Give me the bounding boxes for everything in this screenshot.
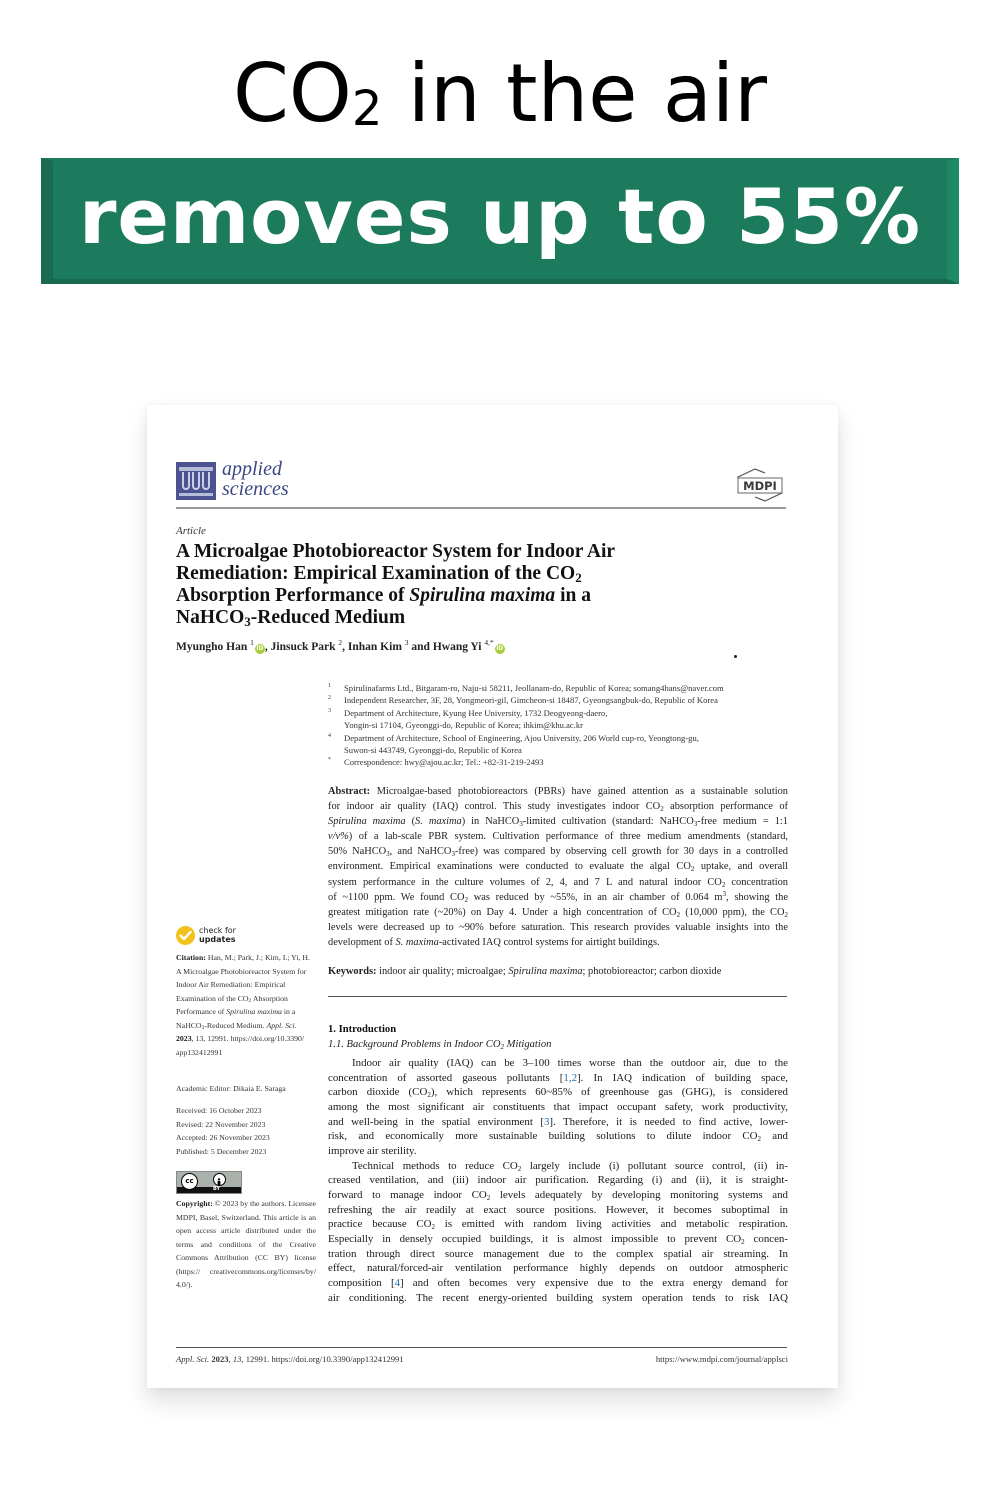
copyright-label: Copyright: [176, 1199, 213, 1208]
author-list [176, 638, 505, 654]
citation-link[interactable]: 1,2 [563, 1071, 578, 1084]
correspondence-text: Correspondence: hwy@ajou.ac.kr; Tel.: +82-31-219-2493 [344, 757, 544, 768]
abstract-text: ( [405, 816, 416, 828]
subscript: 2 [757, 1135, 761, 1144]
title-line-3 [176, 585, 716, 607]
abstract-text: environment. Empirical examinations were conducted to evaluate the algal CO [328, 861, 691, 873]
subsection-text: Mitigation [504, 1039, 552, 1050]
footer-journal: Appl. Sci. [176, 1354, 210, 1364]
abstract-text: , and NaHCO [389, 846, 452, 858]
title-line-4 [176, 607, 716, 629]
abstract-species: Spirulina maxima [328, 816, 406, 828]
body-line [328, 1276, 788, 1291]
abstract-label: Abstract: [328, 786, 371, 797]
paper-page [147, 405, 838, 1388]
abstract-text: Microalgae-based photobioreactors (PBRs) have gained attention as a sustainable solution [370, 786, 788, 797]
published-date: Published: 5 December 2023 [176, 1146, 267, 1156]
citation-text: Han, M.; Park, J.; Kim, I.; Yi, H. A Microalgae Photobioreactor System for Indoor Air Remediation: Empirical Examination of the CO [176, 953, 310, 1003]
body-line [328, 1071, 788, 1086]
abstract-text: 50% NaHCO [328, 846, 387, 858]
banner-text: removes up to 55% [78, 171, 922, 261]
title-text: NaHCO [176, 607, 245, 628]
subscript: 2 [486, 1193, 491, 1202]
highlight-banner [41, 158, 959, 284]
affiliation-item [328, 732, 798, 757]
abstract-text: (10,000 ppm), the CO [680, 906, 785, 918]
abstract-line [328, 859, 788, 874]
body-text: forward to manage indoor CO [328, 1188, 487, 1201]
affiliation-text: Department of Architecture, School of Engineering, Ajou University, 206 World cup-ro, Yeongtong-gu, [344, 732, 699, 743]
subscript: 2 [784, 910, 788, 919]
body-text: practice because CO [328, 1218, 432, 1231]
journal-logo-icon [176, 462, 216, 500]
citation-link[interactable]: 4 [394, 1276, 401, 1289]
body-text: ] and often becomes very expensive due to the extra energy demand for [400, 1276, 788, 1289]
subscript: 2 [431, 1223, 436, 1232]
keywords-text: ; photobioreactor; carbon dioxide [582, 966, 722, 977]
title-text: Absorption Performance of [176, 585, 410, 606]
affiliation-item [328, 707, 798, 732]
title-subscript: 3 [244, 614, 251, 629]
abstract-text: greatest mitigation rate (~20%) on Day 4. Under a high concentration of CO [328, 906, 677, 918]
body-line [328, 1232, 788, 1247]
affiliations [328, 682, 798, 769]
affiliation-number: 2 [328, 695, 331, 702]
subsection-heading [328, 1039, 551, 1050]
author-link[interactable]: Inhan Kim [347, 641, 402, 653]
headline-suffix: in the air [382, 47, 768, 140]
subscript: 2 [500, 1043, 505, 1051]
abstract-text: -free) was compared by observing cell growth for 30 days in a controlled [454, 846, 789, 858]
affiliation-text: Independent Researcher, 3F, 28, Yongmeori-gil, Gimcheon-si 18487, Gyeongsangbuk-do, Republic of Korea [344, 695, 718, 706]
title-line-2 [176, 563, 716, 585]
body-text: levels adequately by developing monitoring systems and [490, 1188, 788, 1201]
title-text: -Reduced Medium [250, 607, 406, 628]
author-separator: , [264, 641, 271, 653]
keywords-label: Keywords: [328, 966, 377, 977]
copyright-block [176, 1197, 316, 1292]
title-line-1: A Microalgae Photobioreactor System for Indoor Air [176, 541, 616, 562]
body-text: and [761, 1130, 789, 1143]
abstract-species: S. maxima [395, 936, 439, 948]
footer-doi-link[interactable]: , 12991. https://doi.org/10.3390/app132412991 [241, 1354, 404, 1364]
author-affiliation: 4,* [484, 638, 494, 647]
author-separator: , [342, 641, 348, 653]
body-line: effect, natural/forced-air ventilation performance highly depends on outdoor atmospheric [328, 1262, 788, 1275]
abstract-text: levels were decreased up to ~90% before saturation. This research provides valuable insights into the [328, 921, 788, 933]
section-divider [328, 996, 787, 997]
abstract-line [328, 784, 788, 799]
cc-by-license-badge[interactable] [176, 1171, 242, 1194]
cc-icon: cc [181, 1173, 198, 1190]
subscript: 2 [660, 805, 664, 814]
revised-date: Revised: 22 November 2023 [176, 1119, 266, 1129]
copyright-text: © 2023 by the authors. Licensee MDPI, Basel, Switzerland. This article is an open access article distributed under the terms and conditions of the Creative Commons Attribution (CC BY) license (https:// creativecommons.org/licenses/by/ 4.0/). [176, 1199, 316, 1289]
abstract-species: S. maxima [415, 816, 462, 828]
abstract [328, 784, 788, 950]
footer-journal-url[interactable]: https://www.mdpi.com/journal/applsci [655, 1354, 788, 1364]
citation-species: Spirulina maxima [226, 1007, 282, 1016]
abstract-line [328, 890, 788, 905]
headline [0, 46, 1000, 157]
body-line: Indoor air quality (IAQ) can be 3–100 times worse than the outdoor air, due to the [352, 1057, 788, 1069]
affiliation-text: Spirulinafarms Ltd., Bitgaram-ro, Naju-si 58211, Jeollanam-do, Republic of Korea; somang4hans@naver.com [344, 683, 724, 693]
abstract-unit: v/v% [328, 831, 349, 843]
introduction-body [328, 1056, 788, 1305]
affiliation-text: Suwon-si 443749, Gyeonggi-do, Republic of Korea [344, 745, 522, 756]
body-line: creased ventilation, and (iii) indoor air purification. Regarding (i) and (ii), it is straight- [328, 1174, 788, 1187]
body-line [328, 1115, 788, 1130]
abstract-line [328, 875, 788, 890]
body-line [328, 1129, 788, 1144]
citation-journal: Appl. Sci. [266, 1020, 297, 1030]
author-link[interactable]: Myungho Han [176, 641, 248, 653]
body-line [328, 1085, 788, 1100]
accepted-date: Accepted: 26 November 2023 [176, 1133, 270, 1142]
abstract-text: -limited cultivation (standard: NaHCO [522, 816, 694, 828]
subsection-text: 1.1. Background Problems in Indoor CO [328, 1039, 501, 1050]
keywords-species: Spirulina maxima [508, 966, 583, 977]
mdpi-logo-text: MDPI [743, 479, 777, 493]
citation-text: in a NaHCO [176, 1007, 296, 1030]
affiliation-text: Department of Architecture, Kyung Hee University, 1732 Deogyeong-daero, [344, 707, 608, 718]
body-text: Especially in densely occupied buildings, it is almost impossible to prevent CO [328, 1232, 742, 1245]
abstract-text: uptake, and overall [694, 861, 788, 873]
body-text: concen- [744, 1232, 788, 1245]
article-type: Article [176, 525, 206, 537]
abstract-text: ) in NaHCO [461, 816, 520, 828]
title-text: in a [555, 585, 591, 606]
subscript: 2 [741, 1237, 745, 1246]
abstract-line [328, 844, 788, 859]
citation-link[interactable]: 3 [543, 1115, 550, 1128]
author-affiliation: 1 [250, 638, 254, 647]
keywords-text: indoor air quality; microalgae; [376, 966, 509, 977]
citation-block [176, 951, 316, 1059]
check-icon [176, 926, 195, 945]
headline-prefix: CO [232, 47, 352, 140]
affiliation-number: 4 [328, 732, 331, 739]
headline-subscript: 2 [351, 81, 383, 137]
body-line: among the most significant air constituents that impact occupant safety, work productivity, [328, 1100, 788, 1113]
abstract-text: -free medium = 1:1 [697, 816, 789, 828]
journal-name-line1: applied [222, 458, 282, 480]
citation-doi[interactable]: , 13, 12991. https://doi.org/10.3390/ app132412991 [176, 1034, 305, 1057]
subscript: 2 [690, 865, 695, 874]
journal-name-line2: sciences [222, 478, 289, 500]
section-heading: 1. Introduction [328, 1024, 397, 1035]
orcid-icon[interactable]: iD [496, 645, 504, 652]
cfu-line2: updates [199, 935, 236, 944]
subscript: 3 [201, 1024, 205, 1031]
body-text: Technical methods to reduce CO [352, 1159, 518, 1172]
body-line: air conditioning. The recent energy-oriented building system operation tends to risk IAQ [328, 1291, 788, 1304]
body-line: improve air sterility. [328, 1144, 417, 1157]
author-link[interactable]: Jinsuck Park [270, 641, 336, 653]
title-species: Spirulina maxima [409, 585, 556, 606]
body-text: ), which represents 60~85% of greenhouse gas (GHG), is considered [430, 1086, 788, 1099]
title-subscript: 2 [575, 570, 582, 585]
subscript: 2 [721, 880, 726, 889]
body-text: largely include (i) pollutant source control, (ii) in- [521, 1159, 788, 1172]
citation-label: Citation: [176, 953, 206, 962]
subscript: 2 [676, 910, 681, 919]
body-text: is emitted with random living activities and metabolic respiration. [435, 1218, 788, 1231]
abstract-line [328, 905, 788, 920]
author-separator: and [408, 641, 433, 653]
subscript: 3 [693, 820, 698, 829]
citation-text: Absorption Performance of [176, 993, 288, 1016]
abstract-text: ) of a lab-scale PBR system. Cultivation performance of three medium amendments (standard, [348, 831, 788, 843]
abstract-line [328, 799, 788, 814]
body-text: concentration of assorted gaseous pollutants [ [328, 1071, 564, 1084]
footer-divider [176, 1347, 787, 1348]
title-text: Remediation: Empirical Examination of the CO [176, 563, 576, 584]
body-line [328, 1217, 788, 1232]
academic-editor: Academic Editor: Dikaia E. Saraga [176, 1084, 286, 1093]
abstract-text: for indoor air quality (IAQ) control. This study investigates indoor CO [328, 801, 661, 813]
abstract-text: development of [328, 936, 396, 948]
header-divider [176, 507, 786, 509]
received-date: Received: 16 October 2023 [176, 1106, 262, 1115]
footer-volume: 13 [232, 1354, 242, 1364]
author-link[interactable]: Hwang Yi [432, 641, 482, 653]
paper-title [176, 541, 716, 629]
publication-dates [176, 1104, 316, 1158]
abstract-line [328, 814, 788, 829]
citation-text: -Reduced Medium. [204, 1020, 267, 1030]
superscript: 3 [722, 889, 727, 898]
body-text: carbon dioxide (CO [328, 1086, 428, 1099]
affiliation-number: 3 [328, 707, 331, 714]
abstract-text: concentration [725, 876, 788, 888]
orcid-icon[interactable]: iD [256, 645, 264, 652]
author-affiliation: 3 [404, 638, 409, 647]
stray-dot [734, 655, 737, 658]
body-text: and well-being in the spatial environment [ [328, 1115, 544, 1128]
footer-year: 2023 [211, 1354, 229, 1364]
check-for-updates-badge[interactable] [176, 925, 256, 947]
mdpi-logo-icon [735, 468, 787, 502]
abstract-text: was reduced by ~55%, in an air chamber of 0.064 m [468, 891, 723, 903]
subscript: 2 [427, 1091, 431, 1100]
subscript: 2 [248, 997, 252, 1004]
abstract-text: , showing the [726, 891, 788, 903]
affiliation-item [328, 756, 798, 768]
body-line [328, 1188, 788, 1203]
citation-year: 2023 [176, 1034, 192, 1043]
body-text: ]. In IAQ indication of building space, [577, 1071, 789, 1084]
body-line: tration through direct source management due to the complex spatial air streaming. In [328, 1247, 788, 1260]
body-line: refreshing the air readily at exact source positions. However, it becomes suboptimal in [328, 1203, 788, 1216]
body-text: ]. Therefore, it is needed to find active, lower- [549, 1115, 788, 1128]
keywords [328, 966, 788, 977]
author-affiliation: 2 [338, 638, 343, 647]
abstract-text: absorption performance of [663, 801, 788, 813]
affiliation-item [328, 682, 798, 694]
subscript: 3 [451, 850, 455, 859]
footer-citation: Appl. Sci. 2023, 13, 12991. https://doi.org/10.3390/app132412991 [176, 1354, 404, 1364]
affiliation-text: Yongin-si 17104, Gyeonggi-do, Republic of Korea; ihkim@khu.ac.kr [344, 720, 584, 731]
subscript: 2 [517, 1164, 522, 1173]
abstract-line [328, 935, 788, 950]
body-text: composition [ [328, 1276, 395, 1289]
body-line [328, 1159, 788, 1174]
subscript: 2 [464, 895, 468, 904]
abstract-line [328, 829, 788, 844]
attribution-person-icon [213, 1173, 226, 1186]
by-label: BY [213, 1186, 221, 1192]
abstract-text: of ~1100 ppm. We found CO [328, 891, 465, 903]
cfu-line1: check for [199, 926, 236, 935]
abstract-line [328, 920, 788, 935]
affiliation-number: * [328, 757, 331, 764]
subscript: 3 [386, 850, 390, 859]
subscript: 3 [519, 820, 523, 829]
abstract-text: -activated IAQ control systems for airtight buildings. [438, 936, 660, 948]
body-text: risk, and economically more sustainable building solutions to dilute indoor CO [328, 1130, 758, 1143]
check-for-updates-label [199, 926, 236, 944]
journal-name [222, 459, 289, 499]
abstract-text: system performance in the culture volumes of 2, 4, and 7 L and natural indoor CO [328, 876, 722, 888]
affiliation-item [328, 694, 798, 706]
affiliation-number: 1 [328, 683, 331, 689]
